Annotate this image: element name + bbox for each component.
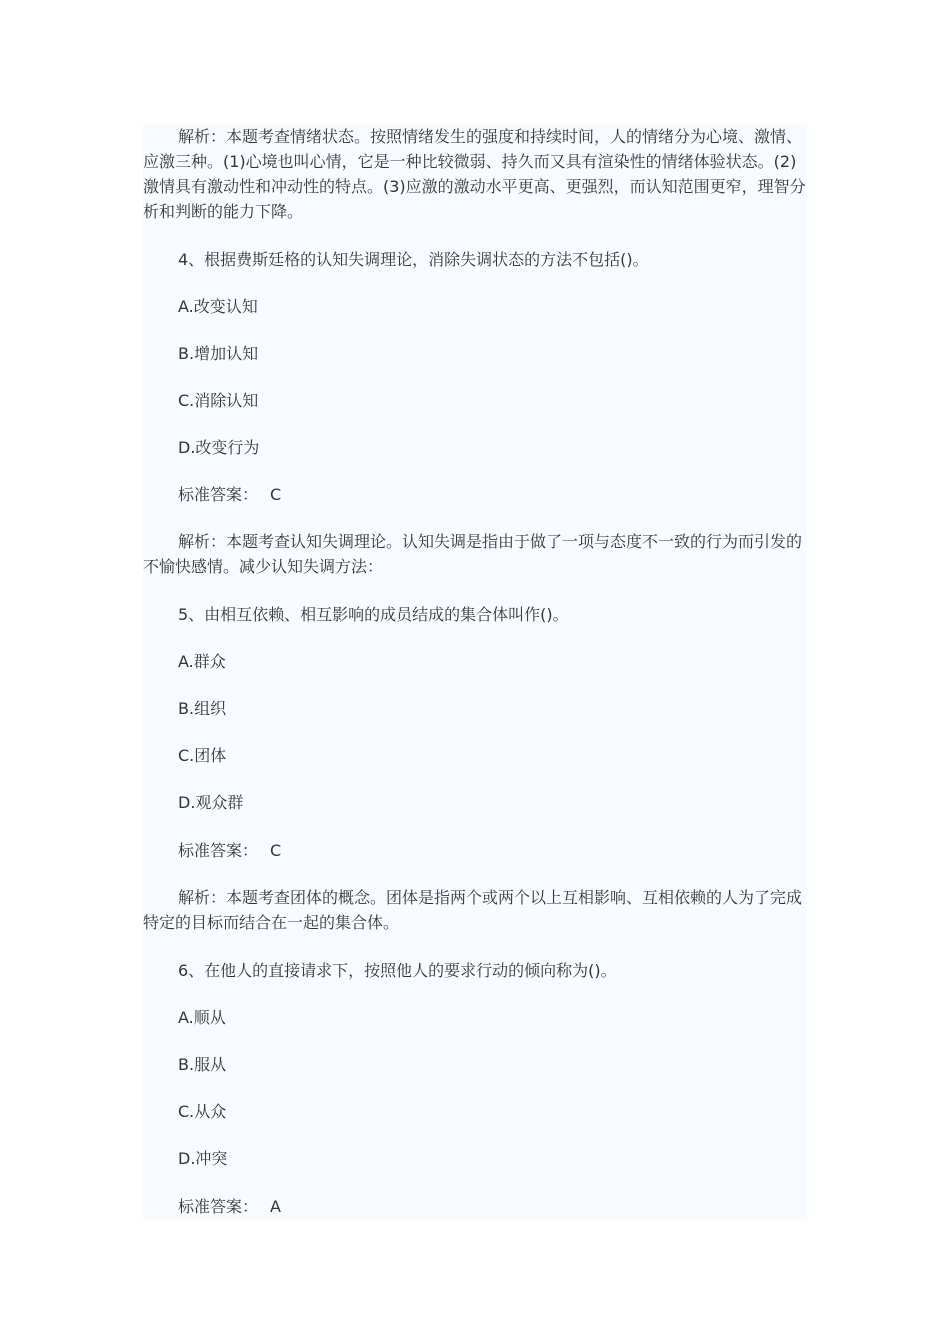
answer-label: 标准答案： xyxy=(178,841,259,860)
question-5-option-d: D.观众群 xyxy=(178,793,244,812)
question-6-option-c: C.从众 xyxy=(178,1102,227,1121)
question-6-option-d: D.冲突 xyxy=(178,1149,228,1168)
question-4-answer xyxy=(143,482,807,507)
document-content xyxy=(143,124,807,1220)
answer-value: C xyxy=(270,841,282,860)
question-6-option-b: B.服从 xyxy=(178,1055,227,1074)
answer-label: 标准答案： xyxy=(178,485,259,504)
question-5-option-c: C.团体 xyxy=(178,746,227,765)
answer-label: 标准答案： xyxy=(178,1197,259,1216)
question-4-option-a: A.改变认知 xyxy=(178,297,258,316)
question-5-option-a: A.群众 xyxy=(178,652,226,671)
analysis-paragraph-q5: 解析：本题考查团体的概念。团体是指两个或两个以上互相影响、互相依赖的人为了完成特定的目标而结合在一起的集合体。 xyxy=(143,888,803,932)
answer-value: C xyxy=(270,485,282,504)
question-4-option-b: B.增加认知 xyxy=(178,344,259,363)
question-5-stem: 5、由相互依赖、相互影响的成员结成的集合体叫作()。 xyxy=(178,605,569,624)
question-4-option-d: D.改变行为 xyxy=(178,438,260,457)
analysis-paragraph-q4: 解析：本题考查认知失调理论。认知失调是指由于做了一项与态度不一致的行为而引发的不愉快感情。减少认知失调方法： xyxy=(143,532,803,576)
question-6-answer xyxy=(143,1194,807,1219)
question-6-stem: 6、在他人的直接请求下，按照他人的要求行动的倾向称为()。 xyxy=(178,961,617,980)
answer-value: A xyxy=(270,1197,281,1216)
question-4-option-c: C.消除认知 xyxy=(178,391,259,410)
analysis-paragraph-q3: 解析：本题考查情绪状态。按照情绪发生的强度和持续时间，人的情绪分为心境、激情、应激三种。(1)心境也叫心情，它是一种比较微弱、持久而又具有渲染性的情绪体验状态。(2)激情具有激动性和冲动性的特点。(3)应激的激动水平更高、更强烈，而认知范围更窄，理智分析和判断的能力下降。 xyxy=(143,127,806,221)
question-4-stem: 4、根据费斯廷格的认知失调理论，消除失调状态的方法不包括()。 xyxy=(178,250,649,269)
question-6-option-a: A.顺从 xyxy=(178,1008,226,1027)
question-5-option-b: B.组织 xyxy=(178,699,227,718)
question-5-answer xyxy=(143,838,807,863)
